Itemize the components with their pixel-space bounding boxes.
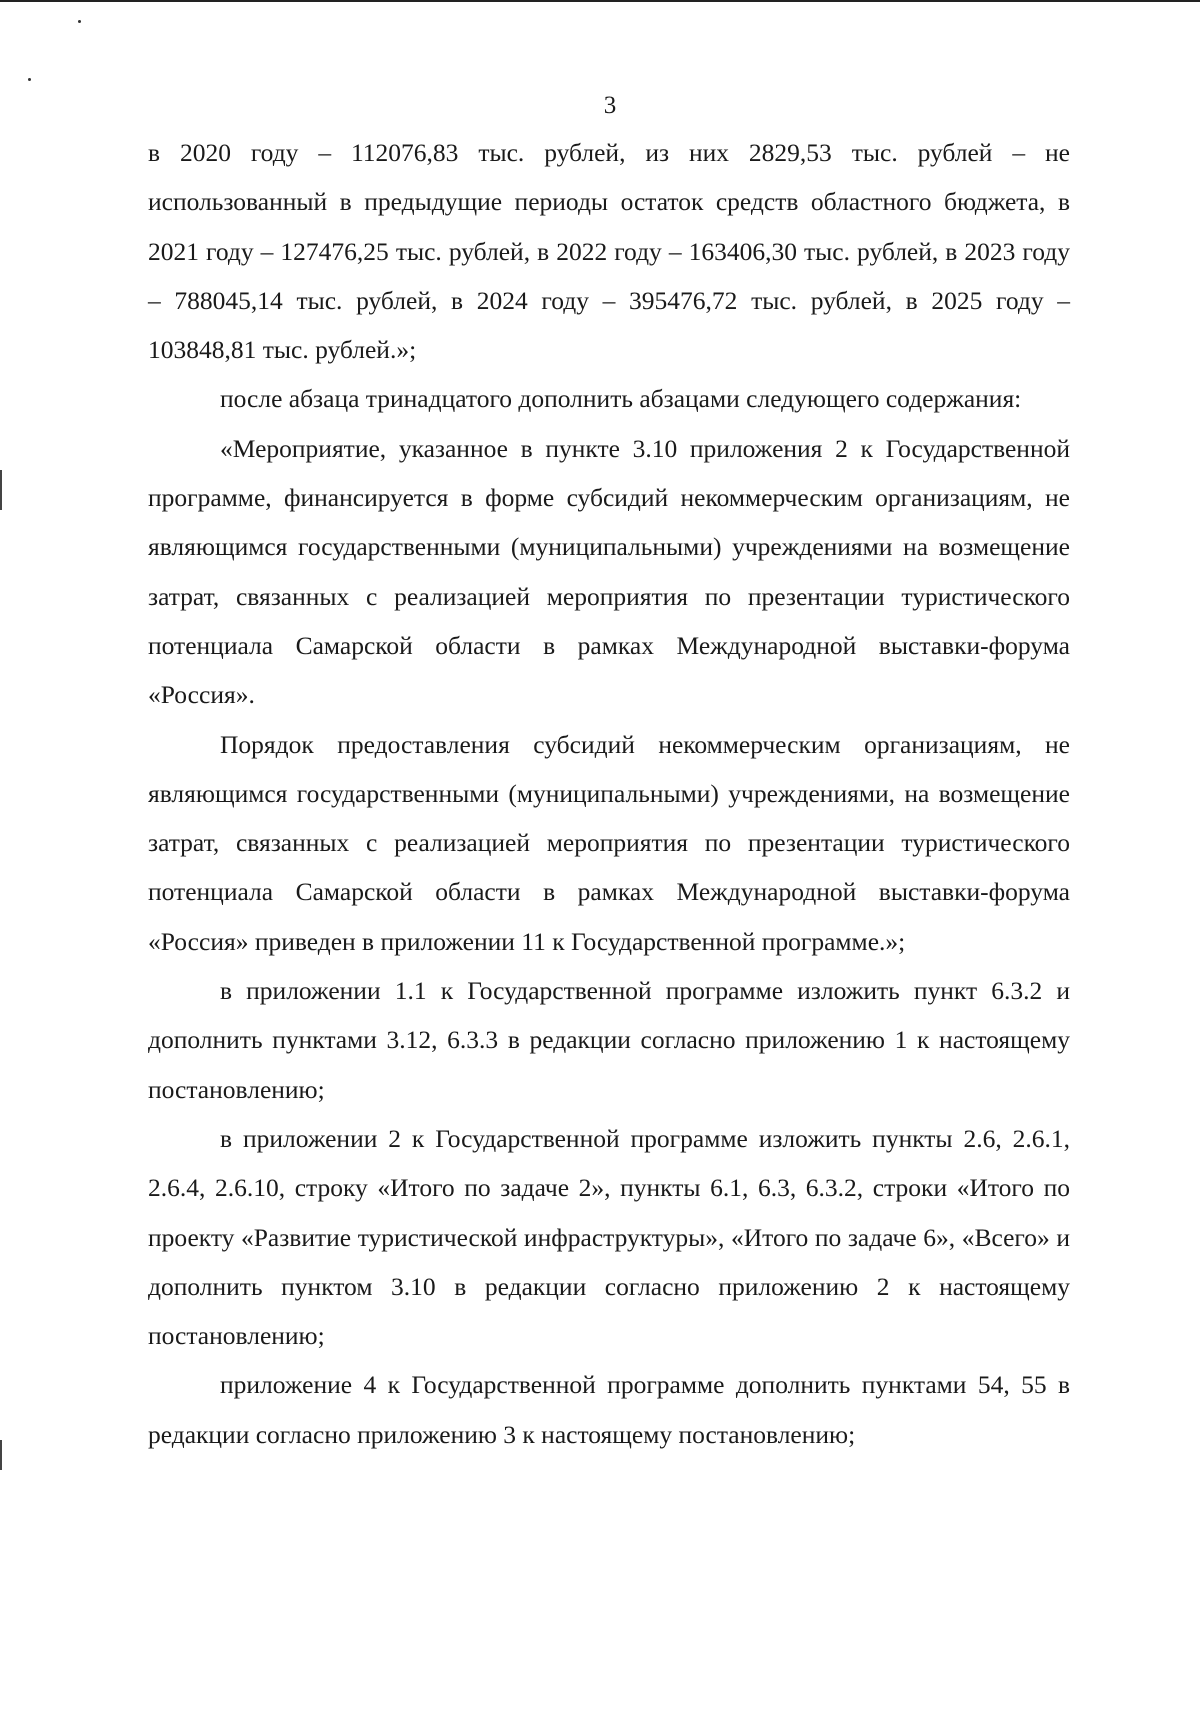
scan-top-edge (0, 0, 1200, 2)
paragraph-appendix-1-1: в приложении 1.1 к Государственной программе изложить пункт 6.3.2 и дополнить пунктами 3.12, 6.3.3 в редакции согласно приложению 1 к настоящему постановлению; (148, 976, 1070, 1104)
paragraph-appendix-2: в приложении 2 к Государственной программе изложить пункты 2.6, 2.6.1, 2.6.4, 2.6.10, строку «Итого по задаче 2», пункты 6.1, 6.3, 6.3.2, строки «Итого по проекту «Развитие туристической инфраструктуры», «Итого по задаче 6», «Всего» и дополнить пунктом 3.10 в редакции согласно приложению 2 к настоящему постановлению; (148, 1123, 1070, 1351)
paragraph-funding-2020-2025: в 2020 году – 112076,83 тыс. рублей, из них 2829,53 тыс. рублей – не использованный в предыдущие периоды остаток средств областного бюджета, в 2021 году – 127476,25 тыс. рублей, в 2022 году – 163406,30 тыс. рублей, в 2023 году – 788045,14 тыс. рублей, в 2024 году – 395476,72 тыс. рублей, в 2025 году – 103848,81 тыс. рублей.»; (148, 138, 1070, 365)
document-body (148, 128, 1070, 1459)
scan-speck (28, 78, 31, 81)
scan-speck (78, 20, 81, 23)
paragraph-after-thirteenth: после абзаца тринадцатого дополнить абзацами следующего содержания: (220, 384, 1022, 414)
paragraph-subsidy-order: Порядок предоставления субсидий некоммерческим организациям, не являющимся государственными (муниципальными) учреждениями, на возмещение затрат, связанных с реализацией мероприятия по презентации туристического потенциала Самарской области в рамках Международной выставки-форума «Россия» приведен в приложении 11 к Государственной программе.»; (148, 729, 1070, 956)
paragraph-appendix-4: приложение 4 к Государственной программе дополнить пунктами 54, 55 в редакции согласно приложению 3 к настоящему постановлению; (148, 1370, 1070, 1449)
scan-edge-mark (0, 470, 2, 510)
paragraph-event-3-10: «Мероприятие, указанное в пункте 3.10 приложения 2 к Государственной программе, финансируется в форме субсидий некоммерческим организациям, не являющимся государственными (муниципальными) учреждениями на возмещение затрат, связанных с реализацией мероприятия по презентации туристического потенциала Самарской области в рамках Международной выставки-форума «Россия». (148, 433, 1070, 710)
page-number: 3 (603, 92, 617, 119)
scan-edge-mark (0, 1440, 2, 1470)
